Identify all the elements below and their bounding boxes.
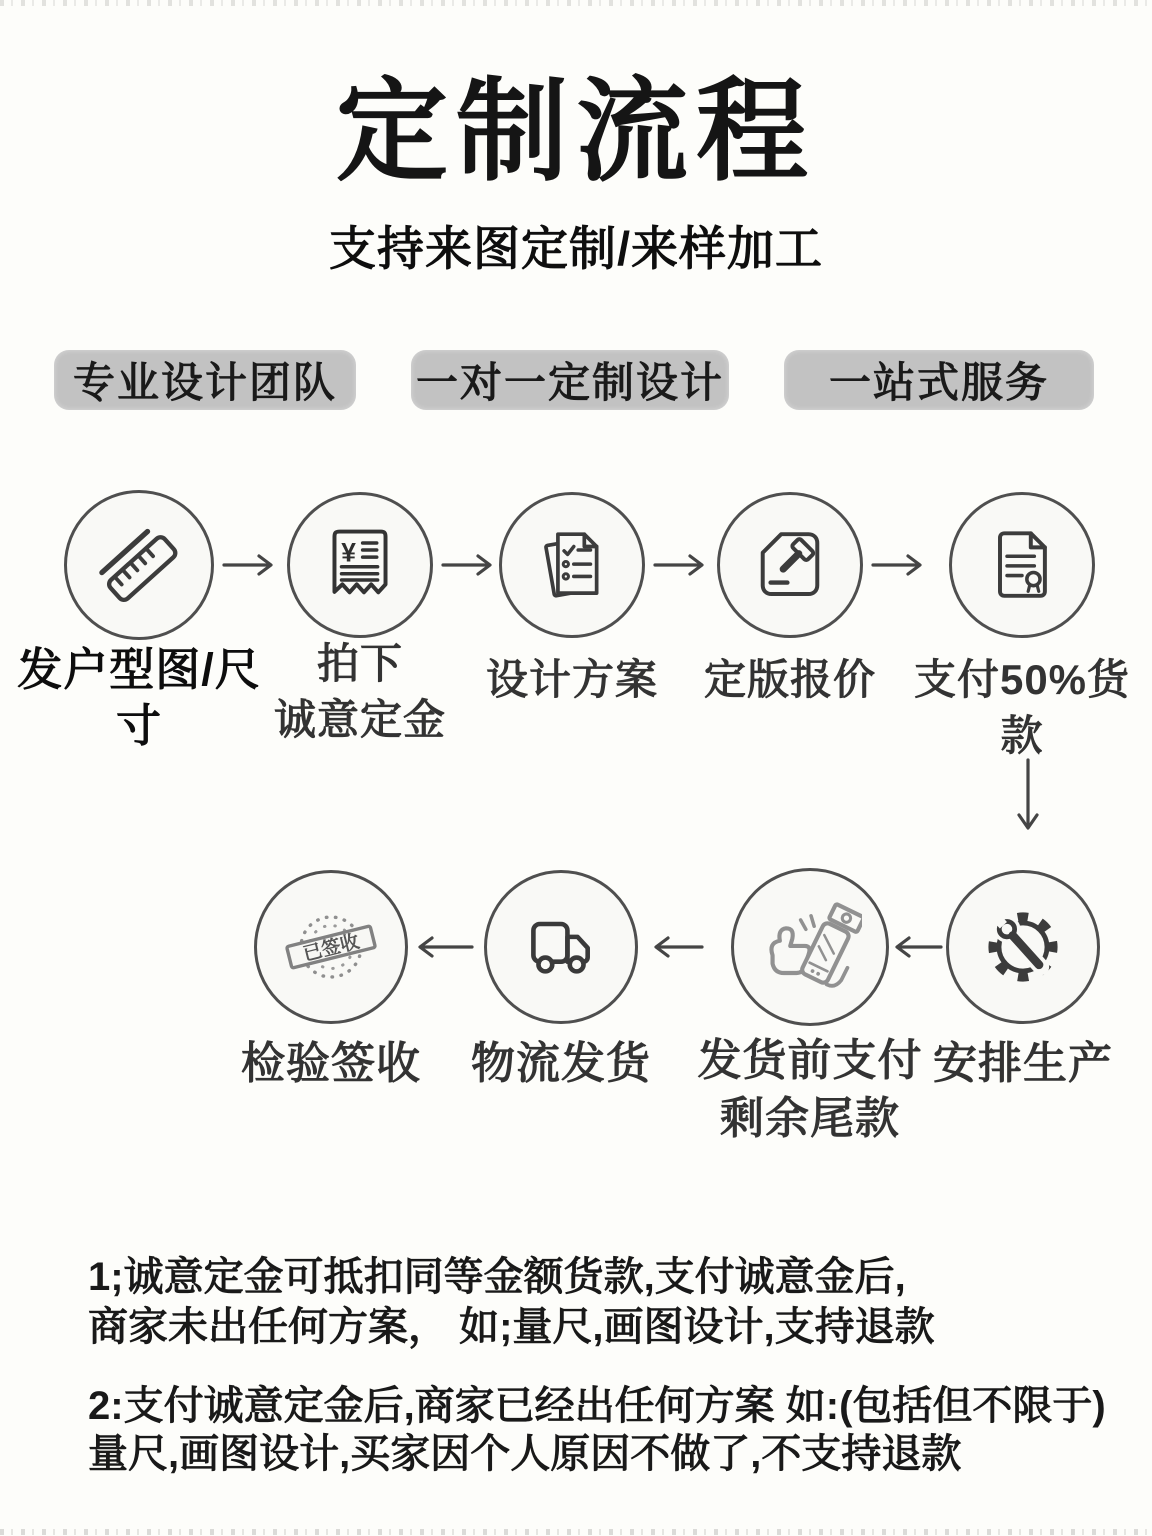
step-circle-pay50 [949,492,1095,638]
step-label-pay50: 支付50%货款 [913,656,1131,759]
step-label-deposit [255,636,465,748]
arrow-right-icon [871,552,925,578]
stamp-text: 已签收 [301,931,362,966]
step-circle-production [946,870,1100,1024]
step-label-line: 发货前支付 [697,1036,923,1085]
step-label-balance [678,1032,942,1148]
step-circle-balance [731,868,889,1026]
arrow-right-icon [441,552,495,578]
step-circle-quote [717,492,863,638]
step-label-line: 拍下 [316,640,403,687]
step-label-design: 设计方案 [485,656,658,703]
badge-one-stop: 一站式服务 [784,350,1094,410]
contract-seal-icon [978,521,1066,609]
deposit-receipt-icon [316,521,404,609]
ruler-icon [91,517,187,613]
step-circle-deposit [287,492,433,638]
note-line: 商家未出任何方案， 如;量尺,画图设计,支持退款 [88,1305,935,1349]
page-subtitle: 支持来图定制/来样加工 [328,222,824,275]
arrow-right-icon [653,552,707,578]
gear-wrench-icon [975,899,1071,995]
step-label-line: 诚意定金 [273,696,446,743]
step-circle-signoff [254,870,408,1024]
step-label-shipping: 物流发货 [471,1039,651,1088]
arrow-left-icon [893,934,943,960]
note-deposit-refundable [88,1252,1108,1352]
step-label-signoff: 检验签收 [241,1039,421,1088]
arrow-down-icon [1015,758,1041,838]
arrow-left-icon [416,934,474,960]
step-circle-shipping [484,870,638,1024]
step-label-quote: 定版报价 [703,656,876,703]
top-edge-artifact [0,0,1152,6]
step-label-floorplan: 发户型图/尺寸 [17,644,261,751]
step-circle-design [499,492,645,638]
bottom-edge-artifact [0,1529,1152,1535]
note-line: 1;诚意定金可抵扣同等金额货款,支付诚意金后, [88,1255,906,1299]
quote-gavel-icon [746,521,834,609]
yuan-symbol: ¥ [341,537,356,568]
note-line: 量尺,画图设计,买家因个人原因不做了,不支持退款 [88,1432,962,1476]
badge-design-team: 专业设计团队 [54,350,356,410]
arrow-left-icon [652,934,704,960]
design-plan-icon [528,521,616,609]
pay-phone-icon [758,895,862,999]
arrow-right-icon [222,552,276,578]
note-line: 2:支付诚意定金后,商家已经出任何方案 如:(包括但不限于) [88,1384,1106,1428]
signed-stamp-icon [281,897,381,997]
truck-icon [515,901,607,993]
step-circle-floorplan [64,490,214,640]
step-label-line: 剩余尾款 [720,1094,900,1143]
note-deposit-nonrefundable [88,1382,1108,1478]
step-label-production: 安排生产 [933,1039,1113,1088]
page-title: 定制流程 [336,69,816,194]
feature-badges [54,350,1094,410]
badge-one-on-one: 一对一定制设计 [411,350,729,410]
